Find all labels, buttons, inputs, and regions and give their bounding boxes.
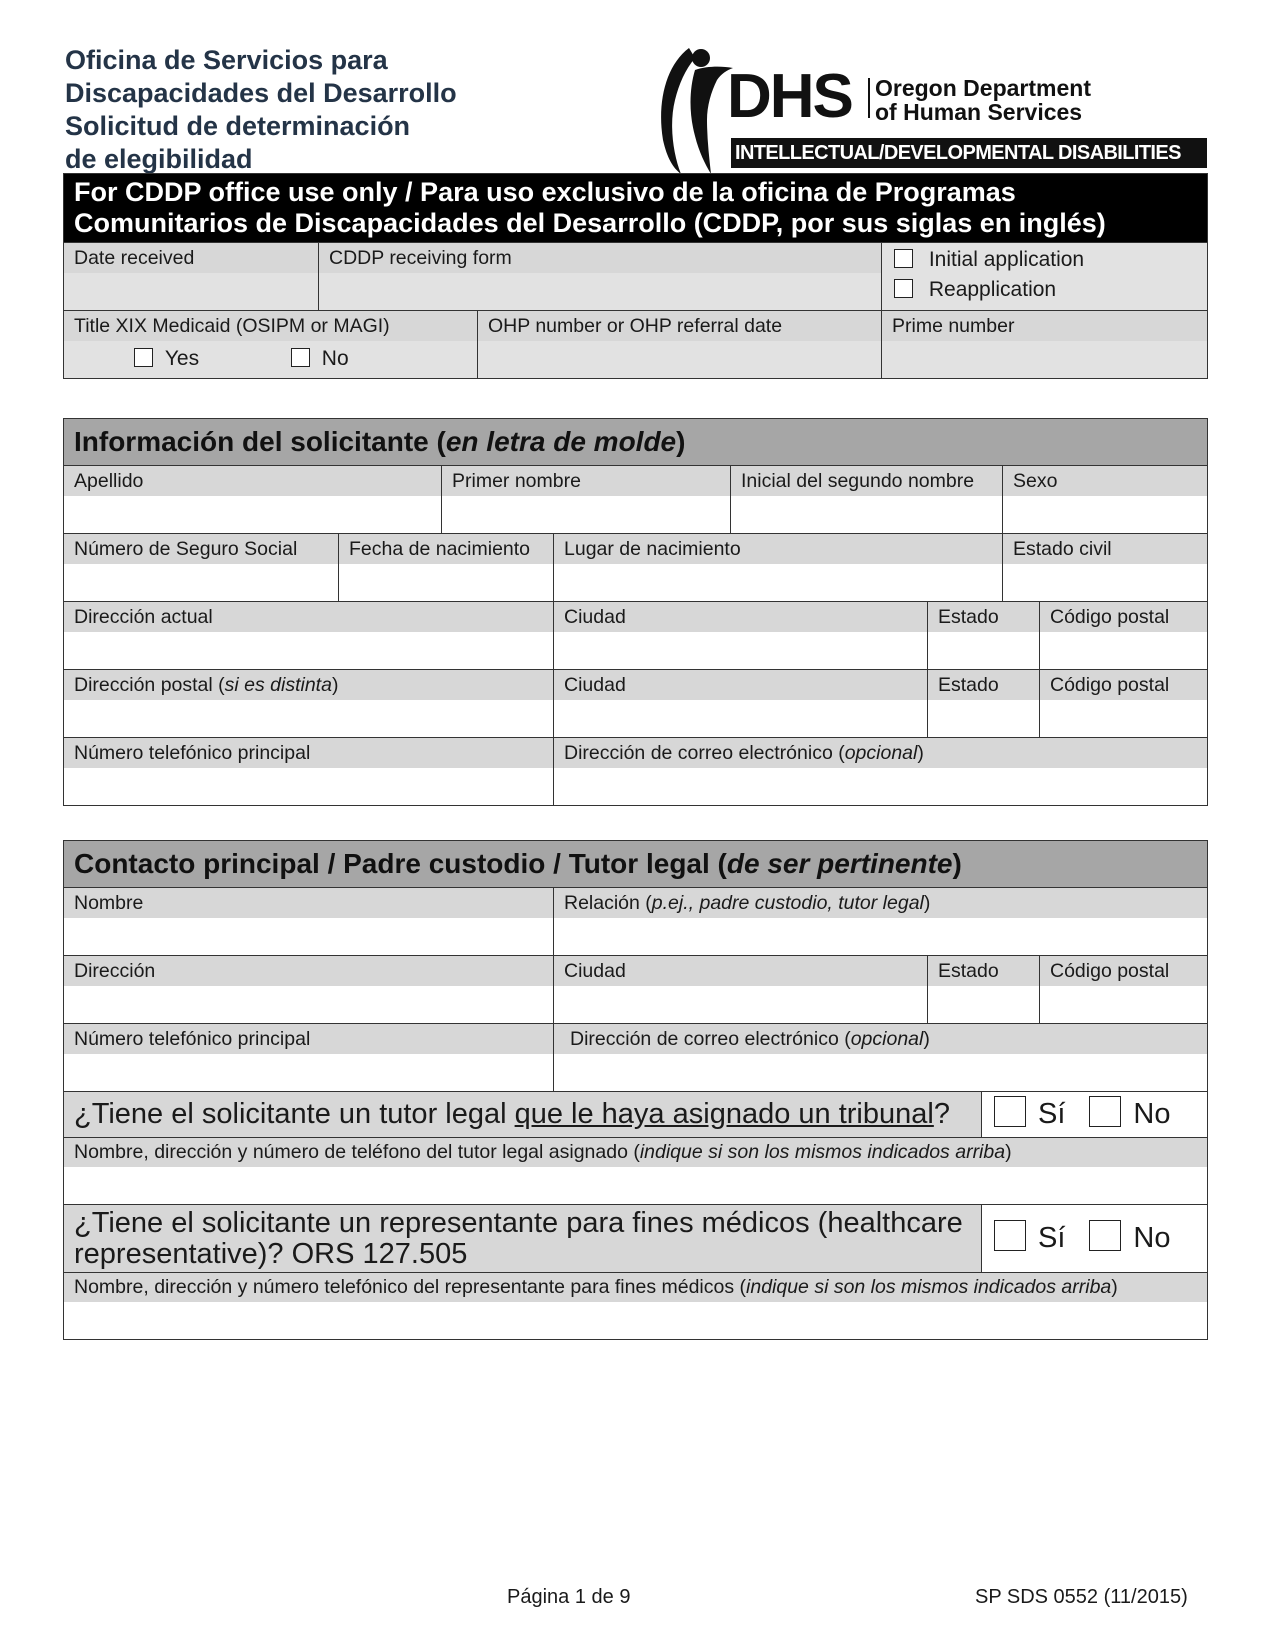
- fecha-nacimiento-field[interactable]: [339, 564, 553, 601]
- ciudad-field[interactable]: [554, 632, 927, 669]
- contact-section: [63, 840, 1208, 1340]
- codigo-postal-label: Código postal: [1040, 602, 1207, 632]
- contact-row-name: [64, 887, 1207, 955]
- guardian-question-text: ¿Tiene el solicitante un tutor legal: [74, 1098, 515, 1130]
- receiving-form-cell: [318, 243, 881, 310]
- contact-ciudad-label: Ciudad: [554, 956, 927, 986]
- healthcare-detail-italic: indique si son los mismos indicados arriba: [746, 1276, 1112, 1298]
- contact-nombre-field[interactable]: [64, 918, 553, 955]
- guardian-question-underlined: que le haya asignado un tribunal: [514, 1098, 934, 1130]
- contact-correo-cell: [553, 1024, 1207, 1091]
- healthcare-no-label: No: [1133, 1222, 1171, 1254]
- contact-title-italic: de ser pertinente: [726, 848, 953, 879]
- contact-correo-paren: ): [923, 1028, 930, 1050]
- applicant-row-birth: [64, 533, 1207, 601]
- telefono-label: Número telefónico principal: [64, 738, 553, 768]
- guardian-detail-italic: indique si son los mismos indicados arriba: [639, 1141, 1006, 1163]
- contact-telefono-cell: [64, 1024, 553, 1091]
- initial-application-checkbox[interactable]: [894, 249, 913, 268]
- ohp-label: OHP number or OHP referral date: [478, 311, 881, 341]
- mailing-estado-field[interactable]: [928, 700, 1039, 737]
- contact-row-address: [64, 955, 1207, 1023]
- form-identifier: SP SDS 0552 (11/2015): [975, 1586, 1188, 1608]
- logo-division-bar: INTELLECTUAL/DEVELOPMENTAL DISABILITIES: [731, 138, 1207, 168]
- contact-estado-cell: [927, 956, 1039, 1023]
- contact-ciudad-field[interactable]: [554, 986, 927, 1023]
- mailing-codigo-postal-label: Código postal: [1040, 670, 1207, 700]
- applicant-row-mailing: [64, 669, 1207, 737]
- guardian-no-option[interactable]: [1089, 1098, 1170, 1131]
- healthcare-question-row: [64, 1204, 1207, 1272]
- contact-direccion-field[interactable]: [64, 986, 553, 1023]
- ohp-cell: [477, 311, 881, 378]
- guardian-question-row: [64, 1091, 1207, 1137]
- healthcare-detail-field[interactable]: [64, 1302, 1207, 1339]
- contact-ciudad-cell: [553, 956, 927, 1023]
- estado-civil-label: Estado civil: [1003, 534, 1207, 564]
- medicaid-no-checkbox[interactable]: [291, 348, 310, 367]
- contact-correo-label: [554, 1024, 1207, 1054]
- direccion-actual-field[interactable]: [64, 632, 553, 669]
- apellido-field[interactable]: [64, 496, 441, 533]
- healthcare-detail-row: [64, 1272, 1207, 1339]
- ohp-field[interactable]: [478, 341, 881, 378]
- contact-nombre-label: Nombre: [64, 888, 553, 918]
- form-title: [65, 44, 625, 176]
- applicant-row-address: [64, 601, 1207, 669]
- lugar-nacimiento-label: Lugar de nacimiento: [554, 534, 1002, 564]
- guardian-detail-text: Nombre, dirección y número de teléfono del tutor legal asignado (: [74, 1141, 640, 1163]
- mailing-ciudad-cell: [553, 670, 927, 737]
- contact-codigo-postal-label: Código postal: [1040, 956, 1207, 986]
- medicaid-options: [64, 341, 477, 378]
- direccion-actual-label: Dirección actual: [64, 602, 553, 632]
- correo-text: Dirección de correo electrónico (: [564, 742, 845, 764]
- correo-paren: ): [917, 742, 924, 764]
- estado-civil-field[interactable]: [1003, 564, 1207, 601]
- office-use-header: [64, 174, 1207, 242]
- relacion-cell: [553, 888, 1207, 955]
- telefono-cell: [64, 738, 553, 805]
- direccion-postal-text: Dirección postal (: [74, 674, 225, 696]
- title-line-4: de elegibilidad: [65, 144, 253, 174]
- mailing-codigo-postal-field[interactable]: [1040, 700, 1207, 737]
- office-header-line-1: For CDDP office use only / Para uso exclusivo de la oficina de Programas: [74, 177, 1016, 207]
- primer-nombre-label: Primer nombre: [442, 466, 730, 496]
- applicant-row-name: [64, 465, 1207, 533]
- date-received-label: Date received: [64, 243, 318, 273]
- receiving-form-field[interactable]: [319, 273, 881, 310]
- ssn-cell: [64, 534, 338, 601]
- org-line-2: of Human Services: [875, 99, 1083, 125]
- apellido-label: Apellido: [64, 466, 441, 496]
- guardian-question-mark: ?: [933, 1098, 950, 1130]
- relacion-text: Relación (: [564, 892, 652, 914]
- application-type-cell: [881, 243, 1207, 310]
- applicant-title-end: ): [676, 426, 686, 457]
- relacion-label: [554, 888, 1207, 918]
- direccion-postal-cell: [64, 670, 553, 737]
- inicial-label: Inicial del segundo nombre: [731, 466, 1002, 496]
- contact-nombre-cell: [64, 888, 553, 955]
- healthcare-question: ¿Tiene el solicitante un representante para fines médicos (healthcare representative)? ORS 127.505: [64, 1205, 981, 1272]
- relacion-paren: ): [923, 892, 931, 914]
- codigo-postal-field[interactable]: [1040, 632, 1207, 669]
- guardian-question: [64, 1092, 981, 1137]
- guardian-si-checkbox[interactable]: [994, 1096, 1026, 1127]
- sexo-cell: [1002, 466, 1207, 533]
- mailing-estado-label: Estado: [928, 670, 1039, 700]
- correo-cell: [553, 738, 1207, 805]
- mailing-ciudad-field[interactable]: [554, 700, 927, 737]
- guardian-no-checkbox[interactable]: [1089, 1096, 1121, 1127]
- medicaid-cell: [64, 311, 477, 378]
- title-line-2: Discapacidades del Desarrollo: [65, 78, 457, 108]
- date-received-field[interactable]: [64, 273, 318, 310]
- guardian-detail-field[interactable]: [64, 1167, 1207, 1204]
- guardian-detail-label: [64, 1138, 1207, 1167]
- healthcare-no-option[interactable]: [1089, 1222, 1170, 1255]
- codigo-postal-cell: [1039, 602, 1207, 669]
- reapplication-option[interactable]: [882, 275, 1207, 305]
- title-line-1: Oficina de Servicios para: [65, 45, 388, 75]
- direccion-postal-label: [64, 670, 553, 700]
- primer-nombre-field[interactable]: [442, 496, 730, 533]
- sexo-label: Sexo: [1003, 466, 1207, 496]
- org-line-1: Oregon Department: [875, 75, 1091, 101]
- healthcare-si-option[interactable]: [994, 1222, 1065, 1255]
- initial-application-label: Initial application: [928, 248, 1085, 271]
- direccion-postal-paren: ): [331, 674, 339, 696]
- direccion-actual-cell: [64, 602, 553, 669]
- estado-label: Estado: [928, 602, 1039, 632]
- office-header-line-2: Comunitarios de Discapacidades del Desarrollo (CDDP, por sus siglas en inglés): [74, 208, 1106, 238]
- lugar-nacimiento-cell: [553, 534, 1002, 601]
- relacion-field[interactable]: [554, 918, 1207, 955]
- correo-label: [554, 738, 1207, 768]
- healthcare-si-label: Sí: [1038, 1222, 1066, 1254]
- logo-divider: [868, 78, 870, 118]
- title-line-3: Solicitud de determinación: [65, 111, 411, 141]
- estado-field[interactable]: [928, 632, 1039, 669]
- initial-application-option[interactable]: [882, 243, 1207, 275]
- ciudad-label: Ciudad: [554, 602, 927, 632]
- dhs-logo: [655, 44, 1210, 176]
- contact-title-end: ): [952, 848, 962, 879]
- guardian-no-label: No: [1133, 1098, 1171, 1130]
- reapplication-checkbox[interactable]: [894, 279, 913, 298]
- prime-number-cell: [881, 311, 1207, 378]
- healthcare-detail-paren: ): [1111, 1276, 1118, 1298]
- medicaid-no-label: No: [321, 347, 349, 370]
- office-row-2: [64, 310, 1207, 378]
- lugar-nacimiento-field[interactable]: [554, 564, 1002, 601]
- contact-correo-text: Dirección de correo electrónico (: [570, 1028, 851, 1050]
- healthcare-si-checkbox[interactable]: [994, 1220, 1026, 1251]
- ciudad-cell: [553, 602, 927, 669]
- reapplication-label: Reapplication: [928, 278, 1057, 301]
- person-figure-icon: [655, 44, 735, 176]
- receiving-form-label: CDDP receiving form: [319, 243, 881, 273]
- inicial-field[interactable]: [731, 496, 1002, 533]
- guardian-si-label: Sí: [1038, 1098, 1066, 1130]
- mailing-ciudad-label: Ciudad: [554, 670, 927, 700]
- dhs-acronym: DHS: [727, 62, 852, 131]
- guardian-si-option[interactable]: [994, 1098, 1065, 1131]
- mailing-codigo-postal-cell: [1039, 670, 1207, 737]
- estado-cell: [927, 602, 1039, 669]
- contact-estado-label: Estado: [928, 956, 1039, 986]
- sexo-field[interactable]: [1003, 496, 1207, 533]
- contact-direccion-cell: [64, 956, 553, 1023]
- page-number: Página 1 de 9: [507, 1586, 631, 1608]
- applicant-title-text: Información del solicitante (: [74, 426, 446, 457]
- direccion-postal-italic: si es distinta: [224, 674, 332, 696]
- logo-org-name: [875, 76, 1091, 124]
- ssn-label: Número de Seguro Social: [64, 534, 338, 564]
- applicant-title-italic: en letra de molde: [445, 426, 677, 457]
- healthcare-detail-label: [64, 1273, 1207, 1302]
- direccion-postal-field[interactable]: [64, 700, 553, 737]
- guardian-options: [981, 1092, 1207, 1137]
- contact-correo-italic: opcional: [850, 1028, 924, 1050]
- office-use-section: [63, 173, 1208, 379]
- telefono-field[interactable]: [64, 768, 553, 805]
- date-received-cell: [64, 243, 318, 310]
- medicaid-label: Title XIX Medicaid (OSIPM or MAGI): [64, 311, 477, 341]
- medicaid-yes-label: Yes: [164, 347, 200, 370]
- contact-telefono-label: Número telefónico principal: [64, 1024, 553, 1054]
- relacion-italic: p.ej., padre custodio, tutor legal: [651, 892, 924, 914]
- mailing-estado-cell: [927, 670, 1039, 737]
- guardian-detail-row: [64, 1137, 1207, 1204]
- prime-number-label: Prime number: [882, 311, 1207, 341]
- contact-telefono-field[interactable]: [64, 1054, 553, 1091]
- applicant-row-contact: [64, 737, 1207, 805]
- estado-civil-cell: [1002, 534, 1207, 601]
- healthcare-detail-cell: [64, 1273, 1207, 1339]
- contact-row-phone: [64, 1023, 1207, 1091]
- contact-codigo-postal-field[interactable]: [1040, 986, 1207, 1023]
- guardian-detail-cell: [64, 1138, 1207, 1204]
- ssn-field[interactable]: [64, 564, 338, 601]
- contact-title-text: Contacto principal / Padre custodio / Tutor legal (: [74, 848, 727, 879]
- guardian-detail-paren: ): [1005, 1141, 1012, 1163]
- inicial-cell: [730, 466, 1002, 533]
- correo-italic: opcional: [844, 742, 918, 764]
- prime-number-field[interactable]: [882, 341, 1207, 378]
- contact-codigo-postal-cell: [1039, 956, 1207, 1023]
- applicant-section-header: [64, 419, 1207, 465]
- contact-estado-field[interactable]: [928, 986, 1039, 1023]
- medicaid-yes-checkbox[interactable]: [134, 348, 153, 367]
- contact-correo-field[interactable]: [554, 1054, 1207, 1091]
- primer-nombre-cell: [441, 466, 730, 533]
- healthcare-detail-text: Nombre, dirección y número telefónico del representante para fines médicos (: [74, 1276, 747, 1298]
- apellido-cell: [64, 466, 441, 533]
- applicant-section: [63, 418, 1208, 806]
- office-row-1: [64, 242, 1207, 310]
- contact-direccion-label: Dirección: [64, 956, 553, 986]
- healthcare-options: [981, 1205, 1207, 1272]
- contact-section-header: [64, 841, 1207, 887]
- fecha-nacimiento-cell: [338, 534, 553, 601]
- fecha-nacimiento-label: Fecha de nacimiento: [339, 534, 553, 564]
- correo-field[interactable]: [554, 768, 1207, 805]
- healthcare-no-checkbox[interactable]: [1089, 1220, 1121, 1251]
